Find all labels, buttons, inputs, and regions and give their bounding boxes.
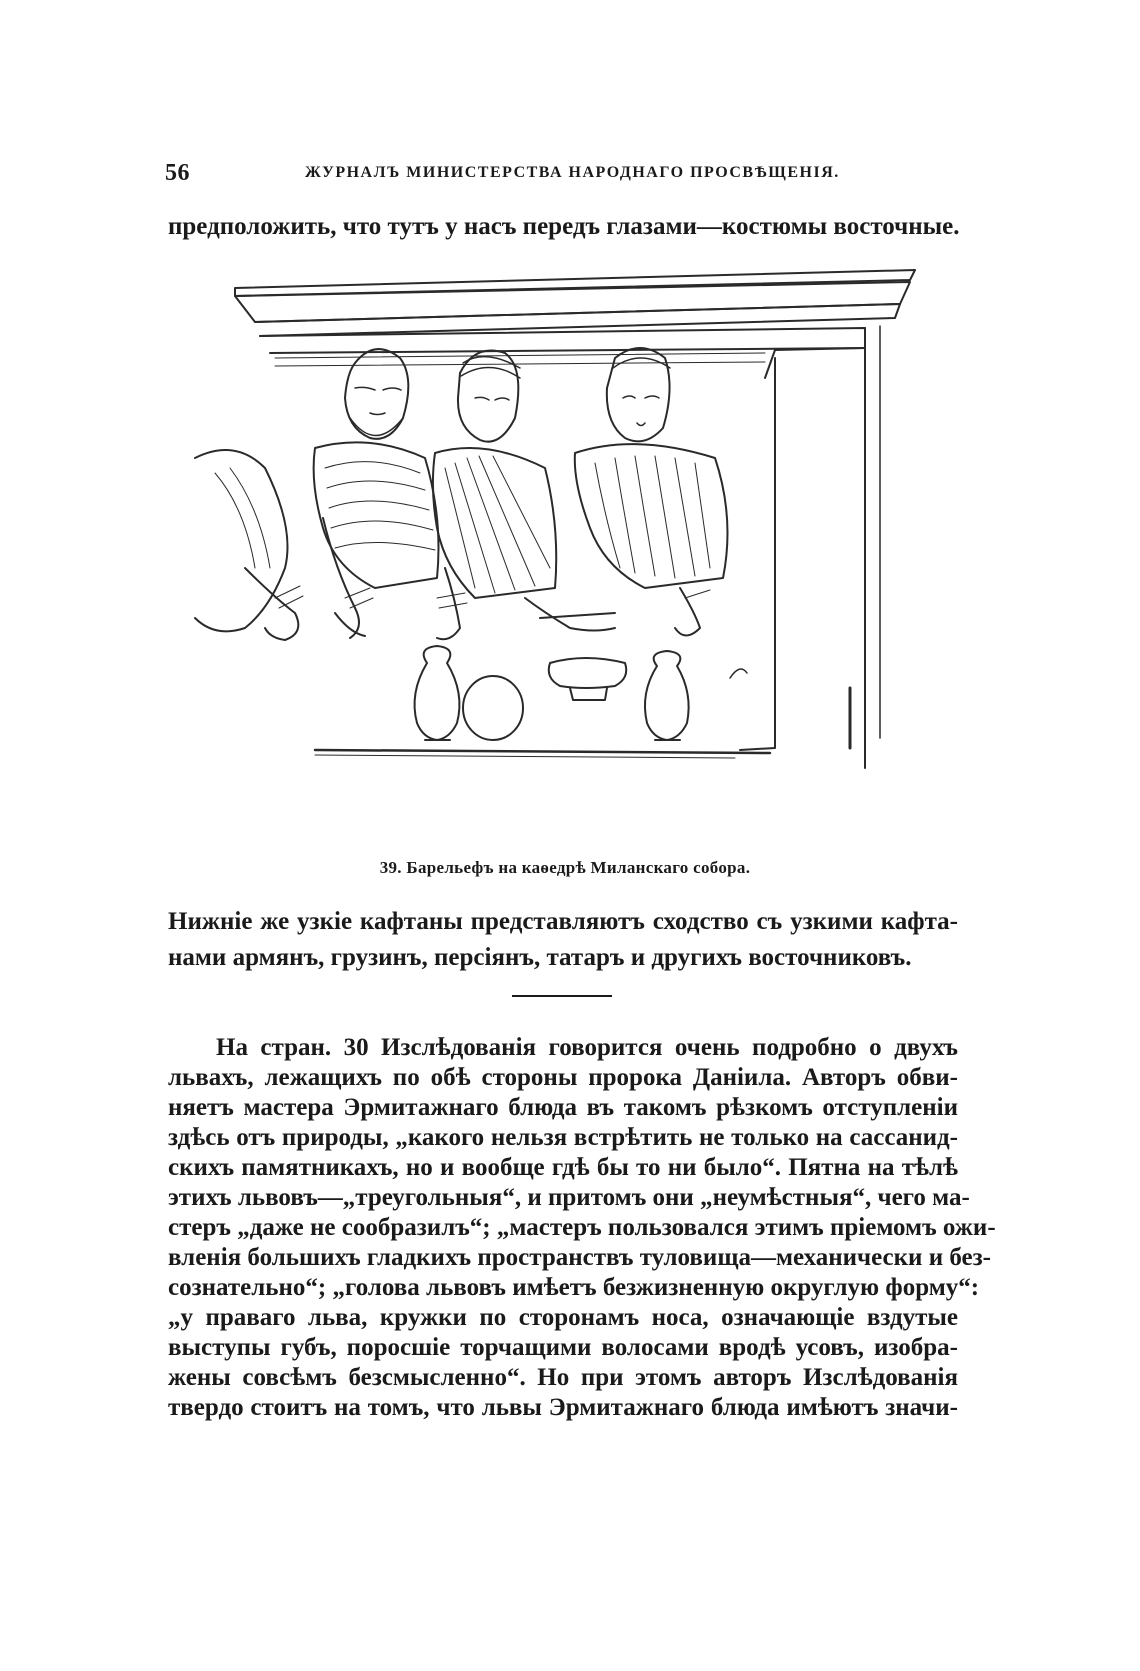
paragraph-2-line: няетъ мастера Эрмитажнаго блюда въ такомъ рѣзкомъ отступленіи [168,1094,958,1121]
paragraph-2-line: На стран. 30 Изслѣдованія говорится очень подробно о двухъ [216,1034,958,1061]
paragraph-2-line: львахъ, лежащихъ по обѣ стороны пророка Даніила. Авторъ обви- [168,1064,958,1091]
paragraph-2-line: стеръ „даже не сообразилъ“; „мастеръ пользовался этимъ пріемомъ ожи- [168,1214,996,1241]
section-divider [512,995,612,997]
paragraph-2-line: твердо стоитъ на томъ, что львы Эрмитажнаго блюда имѣютъ значи- [168,1394,958,1421]
paragraph-2-line: жены совсѣмъ безсмысленно“. Но при этомъ авторъ Изслѣдованія [168,1364,958,1391]
bas-relief-illustration [175,268,975,828]
paragraph-2-line: выступы губъ, поросшіе торчащими волосами вродѣ усовъ, изобра- [168,1334,958,1361]
paragraph-1-line: нами армянъ, грузинъ, персіянъ, татаръ и другихъ восточниковъ. [168,944,912,971]
bas-relief-drawing [175,268,975,828]
paragraph-2 [168,1033,996,1423]
paragraph-2-line: скихъ памятникахъ, но и вообще гдѣ бы то ни было“. Пятна на тѣлѣ [168,1154,958,1181]
top-text-line: предположить, что тутъ у насъ передъ глазами—костюмы восточные. [168,213,960,240]
paragraph-2-line: здѣсь отъ природы, „какого нельзя встрѣтить не только на сассанид- [168,1124,958,1151]
paragraph-2-line: этихъ львовъ—„треугольныя“, и притомъ они „неумѣстныя“, чего ма- [168,1184,970,1211]
page-number: 56 [165,160,190,186]
figure-caption: 39. Барельефъ на каѳедрѣ Миланскаго собора. [379,858,751,877]
paragraph-1 [168,904,958,976]
running-head [165,160,965,190]
paragraph-2-line: „у праваго льва, кружки по сторонамъ носа, означающіе вздутые [168,1304,958,1331]
paragraph-1-line: Нижніе же узкіе кафтаны представляютъ сходство съ узкими кафта- [168,908,958,935]
paragraph-2-line: сознательно“; „голова львовъ имѣетъ безжизненную округлую форму“: [168,1274,980,1301]
paragraph-2-line: вленія большихъ гладкихъ пространствъ туловища—механически и без- [168,1244,991,1271]
journal-title: ЖУРНАЛЪ МИНИСТЕРСТВА НАРОДНАГО ПРОСВѢЩЕНІЯ. [305,164,840,181]
